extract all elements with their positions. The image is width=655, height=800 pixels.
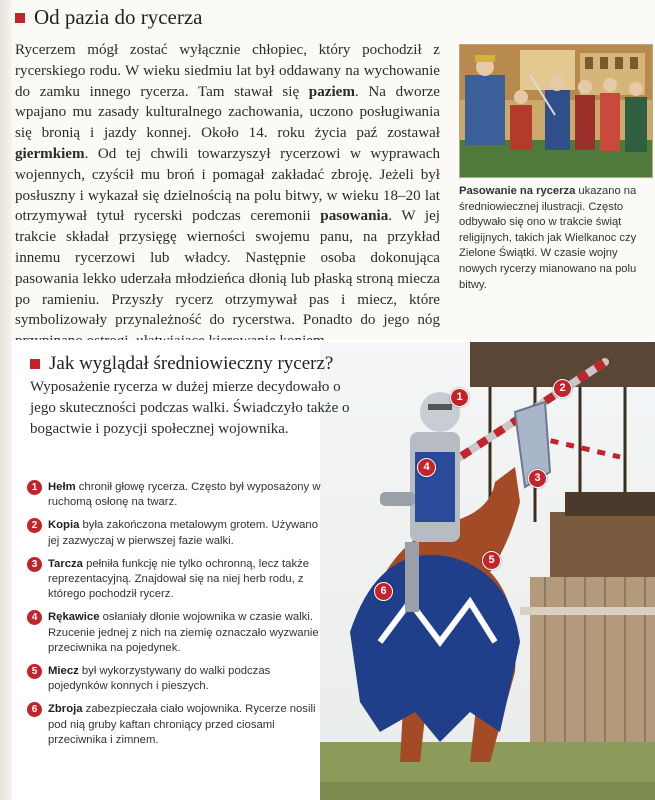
jousting-knight-photo xyxy=(320,342,655,800)
body-text-run: . Od tej chwili towarzyszył rycerzowi w wyprawach wojennych, czyścił mu broń i pomagał zakładać zbroję. Jeżeli był posłuszny i wykazał się dzielnością na polu bitwy, w wieku 18–20 lat otrzymywał tytuł rycerski podczas ceremonii xyxy=(15,145,440,225)
equipment-list xyxy=(27,480,327,756)
marker-5-icon: 5 xyxy=(482,551,501,570)
item-number-icon: 6 xyxy=(27,702,42,717)
caption-bold: Pasowanie na rycerza xyxy=(459,185,576,197)
body-text-run: . W jej trakcie składał przysięgę wierności swojemu panu, na przykład innemu rycerzowi lub władcy. Następnie osoba dokonująca pasowania lekko uderzała młodzieńca dłonią lub płaską stroną miecza po ramieniu. Przyszły rycerz otrzymywał pas i miecz, które symbolizowały przynależność do rycerstwa. Ponadto do jego nóg xyxy=(15,208,440,329)
marker-4-icon: 4 xyxy=(417,458,436,477)
body-bold-term: giermkiem xyxy=(15,145,85,162)
item-text: był wykorzystywany do walki podczas pojedynków konnych i pieszych. xyxy=(48,665,271,693)
item-text: zabezpieczała ciało wojownika. Rycerze nosili pod nią gruby kaftan chroniący przed ciosami przeciwnika i zimnem. xyxy=(48,703,316,746)
item-text: pełniła funkcję nie tylko ochronną, lecz także reprezentacyjną. Znajdował się na niej herb rodu, z którego pochodził rycerz. xyxy=(48,557,310,601)
equipment-item xyxy=(27,702,327,748)
marker-3-icon: 3 xyxy=(528,469,547,488)
section1-title: Od pazia do rycerza xyxy=(34,5,203,29)
item-number-icon: 4 xyxy=(27,610,42,625)
equipment-item xyxy=(27,557,327,603)
item-description xyxy=(48,702,327,748)
body-bold-term: pasowania xyxy=(320,208,389,225)
equipment-item xyxy=(27,610,327,656)
item-number-icon: 1 xyxy=(27,480,42,495)
section-square-icon xyxy=(15,13,25,23)
item-description xyxy=(48,480,327,510)
item-term: Rękawice xyxy=(48,611,100,624)
item-number-icon: 5 xyxy=(27,664,42,679)
marker-1-icon: 1 xyxy=(450,388,469,407)
item-term: Miecz xyxy=(48,665,79,678)
item-term: Zbroja xyxy=(48,703,83,716)
section-title-page xyxy=(15,5,202,30)
item-description xyxy=(48,610,327,656)
medieval-knighting-illustration xyxy=(459,44,653,178)
item-text: osłaniały dłonie wojownika w czasie walki. Rzucenie jednej z nich na ziemię oznaczało wyzwanie przeciwnika na pojedynek. xyxy=(48,611,319,654)
caption-text: ukazano na średniowiecznej ilustracji. Często odbywało się ono w trakcie świąt religijnych, takich jak Wielkanoc czy Zielone Świątki. W czasie wojny nowych rycerzy mianowano na polu bitwy. xyxy=(459,185,637,291)
item-description xyxy=(48,518,327,548)
section2-square-icon xyxy=(30,359,40,369)
item-text: chronił głowę rycerza. Często był wyposażony w ruchomą osłonę na twarz. xyxy=(48,481,321,509)
illustration-caption xyxy=(459,184,649,293)
equipment-item xyxy=(27,518,327,548)
section1-body-text xyxy=(15,40,440,352)
item-number-icon: 3 xyxy=(27,557,42,572)
page-gutter-shadow xyxy=(0,0,12,800)
equipment-item xyxy=(27,664,327,694)
item-description xyxy=(48,664,327,694)
item-term: Tarcza xyxy=(48,557,83,570)
equipment-item xyxy=(27,480,327,510)
item-description xyxy=(48,557,327,603)
marker-6-icon: 6 xyxy=(374,582,393,601)
marker-2-icon: 2 xyxy=(553,379,572,398)
item-term: Kopia xyxy=(48,519,80,532)
item-term: Hełm xyxy=(48,481,76,493)
section2-title: Jak wyglądał średniowieczny rycerz? xyxy=(49,353,334,374)
item-number-icon: 2 xyxy=(27,518,42,533)
section2-intro: Wyposażenie rycerza w dużej mierze decydowało o jego skuteczności podczas walki. Świadczyło także o bogactwie i pozycji społecznej wojownika. xyxy=(30,379,350,437)
body-bold-term: paziem xyxy=(308,83,355,100)
item-text: była zakończona metalowym grotem. Używano jej zazwyczaj w pierwszej fazie walki. xyxy=(48,519,318,547)
body-text-run: . Na dworze wpajano mu zasady kulturalnego zachowania, uczono posługiwania się bronią i jazdy konnej. Około 14. roku życia paź zostawał xyxy=(15,83,440,142)
body-text-run: Rycerzem mógł zostać wyłącznie chłopiec, który pochodził z rycerskiego rodu. W wieku siedmiu lat był oddawany na wychowanie do zamku innego rycerza. Tam stawał się xyxy=(15,42,440,100)
section2-title-row xyxy=(30,353,333,375)
